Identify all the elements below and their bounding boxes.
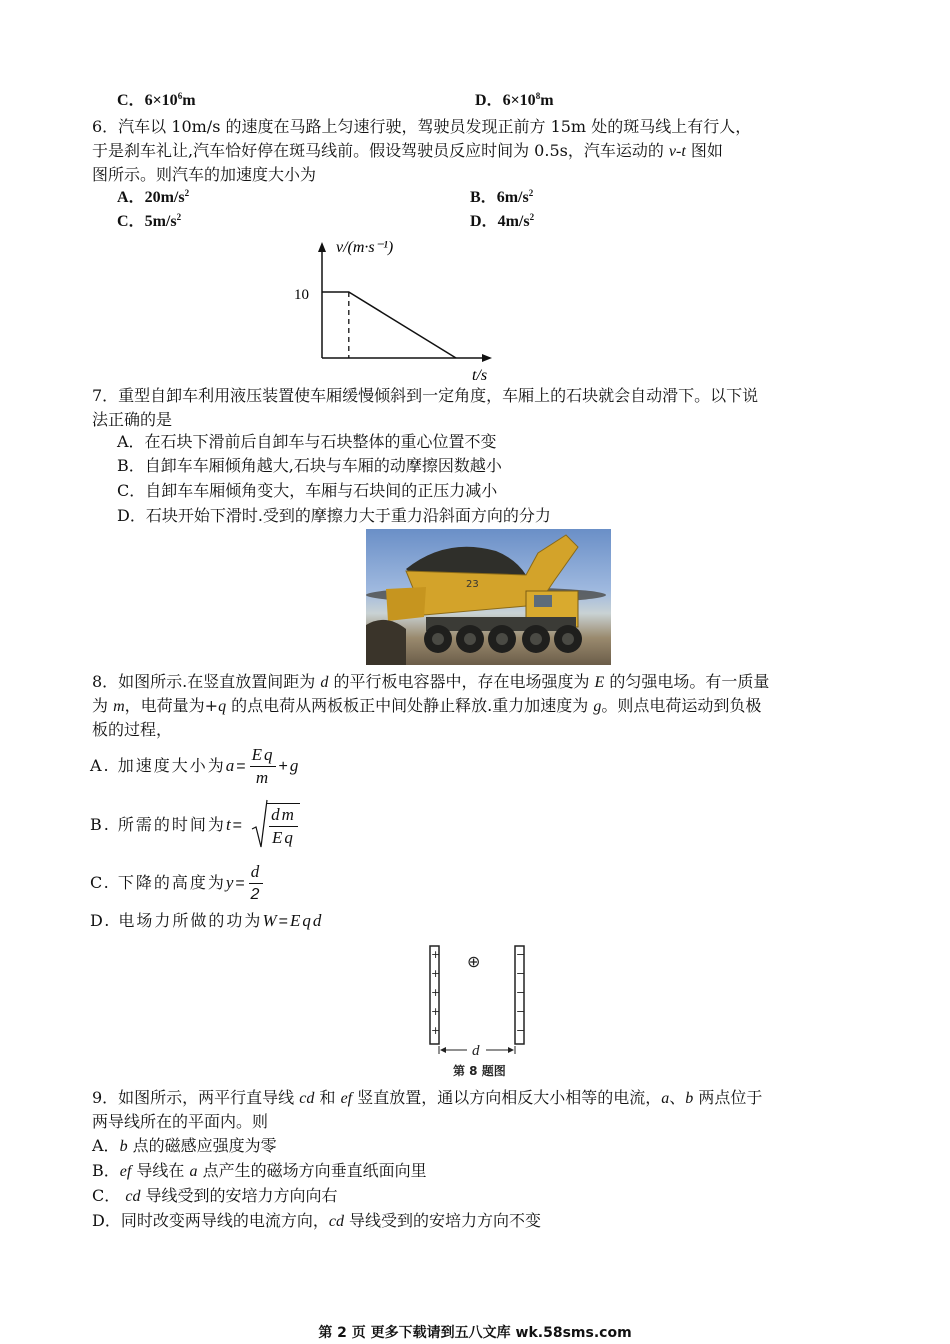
q7-stem-line1: 7．重型自卸车利用液压装置使车厢缓慢倾斜到一定角度，车厢上的石块就会自动滑下。以下说 (92, 386, 759, 405)
minus-sign: − (516, 986, 526, 999)
minus-sign: − (516, 1005, 526, 1018)
q6-option-c: C．$5m/s^2$ (117, 212, 182, 230)
q6-stem-line2: 于是刹车礼让,汽车恰好停在斑马线前。假设驾驶员反应时间为 0.5s，汽车运动的 v-t 图如 (92, 141, 723, 160)
q5-option-d: D．$6\times 10^8m$ (475, 91, 554, 109)
velocity-line (322, 292, 456, 358)
plus-sign: + (431, 967, 441, 980)
y-axis-label: v/(m·s⁻¹) (336, 239, 394, 256)
q7-option-b: B．自卸车车厢倾角越大,石块与车厢的动摩擦因数越小 (117, 456, 502, 475)
q6-stem-line1: 6．汽车以 10m/s 的速度在马路上匀速行驶，驾驶员发现正前方 15m 处的斑马线上有行人， (92, 117, 752, 136)
q7-option-d: D．石块开始下滑时.受到的摩擦力大于重力沿斜面方向的分力 (117, 506, 551, 525)
x-axis-label: t/s (472, 367, 488, 382)
sqrt-sign: $\frac{dm}{Eq}$ (251, 799, 300, 853)
truck-number: 23 (466, 579, 479, 590)
q7-option-c: C．自卸车车厢倾角变大，车厢与石块间的正压力减小 (117, 481, 498, 500)
q5-option-c: C．$6\times 10^6m$ (117, 91, 196, 109)
plus-sign: + (431, 1024, 441, 1037)
y-axis-arrow (318, 242, 326, 252)
x-axis-arrow (482, 354, 492, 362)
q7-stem-line2: 法正确的是 (92, 410, 173, 429)
minus-sign: − (516, 1024, 526, 1037)
page-footer: 第 2 页 更多下载请到五八文库 wk.58sms.com (318, 1325, 632, 1341)
q8-stem-line2: 为 m，电荷量为+q 的点电荷从两板板正中间处静止释放.重力加速度为 g。则点电荷运动到负极 (92, 696, 762, 715)
q8-option-d: D. 电场力所做的功为W=Eqd (90, 911, 324, 930)
q9-option-d: D．同时改变两导线的电流方向，cd 导线受到的安培力方向不变 (92, 1211, 542, 1230)
q6-option-a: A．$20m/s^2$ (117, 188, 190, 206)
q9-option-c: C． cd 导线受到的安培力方向向右 (92, 1186, 338, 1205)
minus-sign: − (516, 948, 526, 961)
plus-sign: + (431, 1005, 441, 1018)
q8-stem-line3: 板的过程， (92, 720, 173, 739)
q8-option-b: B. 所需的时间为t= $\frac{dm}{Eq}$ (90, 798, 300, 853)
q9-option-b: B．ef 导线在 a 点产生的磁场方向垂直纸面向里 (92, 1161, 427, 1180)
gap-label: d (472, 1043, 480, 1059)
q9-option-a: A．b 点的磁感应强度为零 (92, 1136, 277, 1155)
q9-stem-line2: 两导线所在的平面内。则 (92, 1112, 269, 1131)
q8-stem-line1: 8．如图所示.在竖直放置间距为 d 的平行板电容器中，存在电场强度为 E 的匀强电场。有一质量 (92, 672, 770, 691)
y-tick-label: 10 (294, 287, 309, 303)
point-charge-icon: ⊕ (467, 952, 481, 971)
figure-caption: 第 8 题图 (453, 1064, 506, 1078)
minus-sign: − (516, 967, 526, 980)
q8-option-a: A. 加速度大小为a= $\frac{Eq}{m}$ +g (90, 745, 301, 787)
q9-stem-line1: 9．如图所示，两平行直导线 cd 和 ef 竖直放置，通以方向相反大小相等的电流，a、b 两点位于 (92, 1088, 763, 1107)
vt-graph (280, 232, 500, 382)
q7-option-a: A．在石块下滑前后自卸车与石块整体的重心位置不变 (117, 432, 497, 451)
q6-option-b: B．$6m/s^2$ (470, 188, 534, 206)
capacitor-figure (420, 938, 535, 1084)
q8-option-c: C. 下降的高度为y= $\frac{d}{2}$ (90, 862, 262, 903)
plus-sign: + (431, 948, 441, 961)
q6-option-d: D．$4m/s^2$ (470, 212, 535, 230)
dump-truck-photo (366, 529, 611, 665)
plus-sign: + (431, 986, 441, 999)
q6-stem-line3: 图所示。则汽车的加速度大小为 (92, 165, 317, 184)
